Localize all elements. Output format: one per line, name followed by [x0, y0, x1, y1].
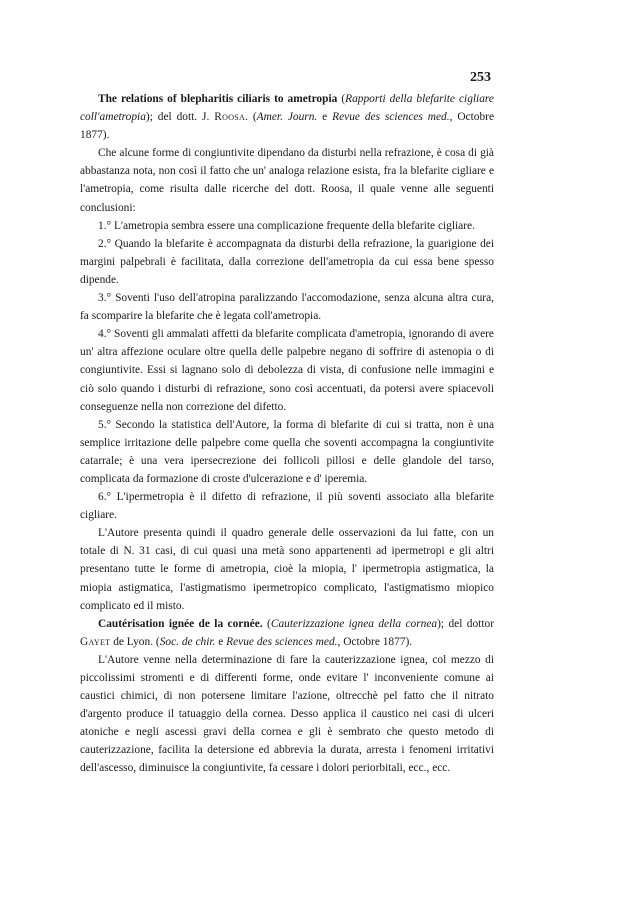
article2-body: L'Autore venne nella determinazione di fare la cauterizzazione ignea, col mezzo di piccolissimi stromenti e di differenti forme, onde evitare l' inconveniente comune ai caustici chimici, di non potersene limitare l'azione, oltrecchè pel fatto che il nitrato d'argento produce il tatuaggio della cornea. Desso applica il caustico nei casi di ulceri atoniche e negli ascessi gravi della cornea e gli è sembrato che questo metodo di cauterizzazione, facilita la detersione ed abbrevia la durata, arresta i fenomeni irritativi dell'ascesso, diminuisce la congiuntivite, fa cessare i dolori periorbitali, ecc., ecc.: [80, 653, 494, 775]
article1-heading: The relations of blepharitis ciliaris to ametropia (Rapporti della blefarite cigliare coll'ametropia); del dott. J. Roosa. (Amer. Journ. e Revue des sciences med., Octobre 1877).: [80, 93, 495, 142]
article1-italian-title: Rapporti della blefarite cigliare coll'ametropia: [80, 93, 494, 124]
text-block: [80, 90, 494, 778]
article1-author: Roosa: [214, 111, 246, 124]
article1-title: The relations of blepharitis ciliaris to ametropia: [98, 93, 338, 105]
article2-journal-2: Revue des sciences med.: [226, 635, 338, 648]
article2-author: Gayet: [80, 635, 111, 648]
conclusion-item: 4.° Soventi gli ammalati affetti da blefarite complicata d'ametropia, ignorando di avere un' altra affezione oculare oltre quella delle palpebre negano di soffrire di astenopia o di congiuntivite. Essi si lagnano solo di debolezza di vista, di confusione nelle immagini e ciò solo quando i disturbi di refrazione, sono così accentuati, da potersi avere spiacevoli conseguenze nella non correzione del difetto.: [80, 328, 494, 413]
article1-journal-1: Amer. Journ.: [256, 111, 318, 124]
article2-journal-1: Soc. de chir.: [159, 635, 216, 648]
conclusion-item: 3.° Soventi l'uso dell'atropina paralizzando l'accomodazione, senza alcuna altra cura, fa scomparire la blefarite che è legata coll'ametropia.: [80, 292, 494, 323]
conclusion-item: 1.° L'ametropia sembra essere una complicazione frequente della blefarite cigliare.: [98, 219, 475, 232]
page-number: 253: [470, 70, 491, 85]
article1-closing: L'Autore presenta quindi il quadro generale delle osservazioni da lui fatte, con un totale di N. 31 casi, di cui quasi una metà sono appartenenti ad ipermetropi e gli altri presentano tutte le forme di ametropia, cioè la miopia, l' ipermetropia astigmatica, la miopia astigmatica, l'astigmatismo ipermetropico complicato, l'astigmatismo miopico complicato ed il misto.: [80, 527, 494, 612]
article1-journal-2: Revue des sciences med.: [332, 111, 450, 124]
conclusion-item: 2.° Quando la blefarite è accompagnata da disturbi della refrazione, la guarigione dei margini palpebrali è facilitata, dalla correzione dell'ametropia da cui essa bene spesso dipende.: [80, 237, 494, 286]
article2-italian-title: Cauterizzazione ignea della cornea: [270, 617, 438, 630]
article1-intro: Che alcune forme di congiuntivite dipendano da disturbi nella refrazione, è cosa di già abbastanza nota, non così il fatto che un' analoga relazione esista, fra la blefarite cigliare e l'ametropia, come risulta dalle ricerche del dott. Roosa, il quale venne alle seguenti conclusioni:: [80, 147, 494, 214]
article2-heading: Cautérisation ignée de la cornée. (Cauterizzazione ignea della cornea); del dottor Gayet de Lyon. (Soc. de chir. e Revue des sciences med., Octobre 1877).: [80, 617, 494, 648]
conclusion-item: 5.° Secondo la statistica dell'Autore, la forma di blefarite di cui si tratta, non è una semplice irritazione delle palpebre come quella che soventi accompagna la congiuntivite catarrale; è una vera ipersecrezione dei follicoli pillosi e delle glandole del tarso, complicata da formazione di croste d'ulcerazione e d' iperemia.: [80, 418, 494, 485]
conclusion-item: 6.° L'ipermetropia è il difetto di refrazione, il più soventi associato alla blefarite cigliare.: [80, 491, 494, 522]
article2-title: Cautérisation ignée de la cornée.: [98, 617, 263, 630]
